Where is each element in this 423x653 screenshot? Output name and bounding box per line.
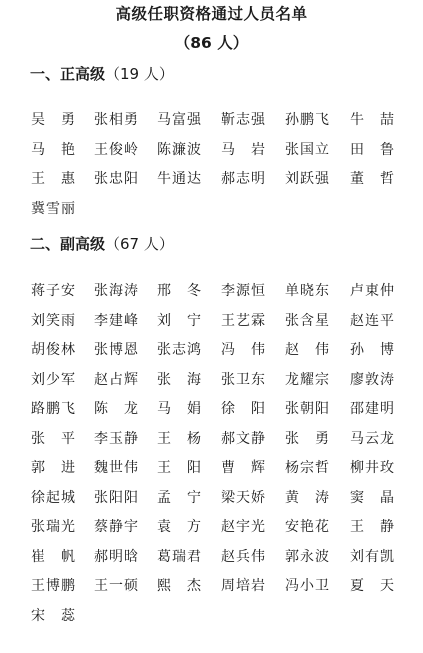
person-name: 张阳阳 — [94, 489, 138, 506]
person-name: 张 勇 — [285, 430, 329, 447]
person-name: 吴 勇 — [31, 112, 75, 128]
person-name: 郭 进 — [31, 460, 75, 476]
person-name: 刘笑雨 — [31, 312, 75, 329]
person-name: 马 岩 — [221, 141, 265, 158]
person-name: 路鹏飞 — [31, 401, 75, 417]
person-name: 张 海 — [157, 371, 201, 388]
section-heading-count: （67 人） — [105, 235, 174, 253]
person-name: 孙鹏飞 — [285, 112, 329, 128]
person-name: 王 杨 — [157, 430, 201, 447]
section-heading-label: 二、副高级 — [30, 235, 106, 253]
person-name: 王 静 — [350, 519, 394, 535]
section-heading-count: （19 人） — [105, 65, 174, 83]
person-name: 马 艳 — [31, 141, 75, 158]
person-name: 张 平 — [31, 430, 75, 447]
person-name: 孙 博 — [350, 342, 394, 358]
person-name: 王一硕 — [94, 578, 138, 594]
person-name: 邵建明 — [350, 401, 394, 417]
person-name: 张志鸿 — [157, 342, 201, 358]
person-name: 魏世伟 — [94, 460, 138, 476]
person-name: 窦 晶 — [350, 489, 394, 506]
person-name: 蒋子安 — [31, 283, 75, 299]
person-name: 王艺霖 — [221, 312, 265, 329]
person-name: 宋 蕊 — [31, 607, 75, 624]
person-name: 徐 阳 — [221, 401, 265, 417]
person-name: 冀雪丽 — [31, 200, 75, 217]
person-name: 张博恩 — [94, 342, 138, 358]
person-name: 赵占辉 — [94, 371, 138, 388]
person-name: 周培岩 — [221, 578, 265, 594]
person-name: 刘 宁 — [157, 312, 201, 329]
person-name: 张忠阳 — [94, 171, 138, 187]
person-name: 葛瑞君 — [157, 548, 201, 565]
person-name: 刘少军 — [31, 371, 75, 388]
person-name: 袁 方 — [157, 519, 201, 535]
person-name: 张朝阳 — [285, 401, 329, 417]
person-name: 陈 龙 — [94, 401, 138, 417]
person-name: 单晓东 — [285, 283, 329, 299]
person-name: 卢東仲 — [350, 283, 394, 299]
person-name: 李源恒 — [221, 283, 265, 299]
person-name: 廖敦涛 — [350, 371, 394, 388]
person-name: 冯 伟 — [221, 342, 265, 358]
person-name: 王博鹏 — [31, 578, 75, 594]
person-name: 马富强 — [157, 112, 201, 128]
person-name: 李建峰 — [94, 312, 138, 329]
section-heading-senior — [30, 64, 174, 84]
person-name: 王 惠 — [31, 171, 75, 187]
person-name: 崔 帆 — [31, 548, 75, 565]
person-name: 田 鲁 — [350, 141, 394, 158]
person-name: 郝志明 — [221, 171, 265, 187]
person-name: 赵连平 — [350, 312, 394, 329]
document-title: 高级任职资格通过人员名单 — [115, 5, 308, 23]
person-name: 牛通达 — [157, 171, 201, 187]
person-name: 陈濂波 — [157, 141, 201, 158]
person-name: 张瑞光 — [31, 519, 75, 535]
person-name: 刘跃强 — [285, 171, 329, 187]
person-name: 马 娟 — [157, 401, 201, 417]
person-name: 张卫东 — [221, 371, 265, 388]
person-name: 张含星 — [285, 312, 329, 329]
person-name: 赵 伟 — [285, 342, 329, 358]
person-name: 郝明晗 — [94, 548, 138, 565]
person-name: 曹 辉 — [221, 460, 265, 476]
document-subtitle: （86 人） — [174, 34, 249, 52]
person-name: 郭永波 — [285, 548, 329, 565]
person-name: 徐起城 — [31, 489, 75, 506]
person-name: 安艳花 — [285, 519, 329, 535]
person-name: 冯小卫 — [285, 578, 329, 594]
person-name: 柳井玫 — [350, 460, 394, 476]
person-name: 熙 杰 — [157, 578, 201, 594]
person-name: 黄 涛 — [285, 489, 329, 506]
person-name: 赵兵伟 — [221, 548, 265, 565]
person-name: 梁天娇 — [221, 489, 265, 506]
person-name: 刘有凯 — [350, 548, 394, 565]
person-name: 马云龙 — [350, 430, 394, 447]
section-heading-associate — [30, 234, 174, 254]
person-name: 蔡静宇 — [94, 519, 138, 535]
section-heading-label: 一、正高级 — [30, 65, 106, 83]
person-name: 靳志强 — [221, 112, 265, 128]
person-name: 赵宇光 — [221, 519, 265, 535]
person-name: 杨宗哲 — [285, 460, 329, 476]
person-name: 牛 喆 — [350, 112, 394, 128]
person-name: 夏 天 — [350, 578, 394, 594]
person-name: 李玉静 — [94, 430, 138, 447]
person-name: 郝文静 — [221, 430, 265, 447]
person-name: 张国立 — [285, 141, 329, 158]
person-name: 胡俊林 — [31, 342, 75, 358]
person-name: 董 哲 — [350, 171, 394, 187]
person-name: 张海涛 — [94, 283, 138, 299]
person-name: 邢 冬 — [157, 283, 201, 299]
person-name: 孟 宁 — [157, 489, 201, 506]
person-name: 王俊岭 — [94, 141, 138, 158]
person-name: 龙耀宗 — [285, 371, 329, 388]
person-name: 王 阳 — [157, 460, 201, 476]
person-name: 张相勇 — [94, 112, 138, 128]
